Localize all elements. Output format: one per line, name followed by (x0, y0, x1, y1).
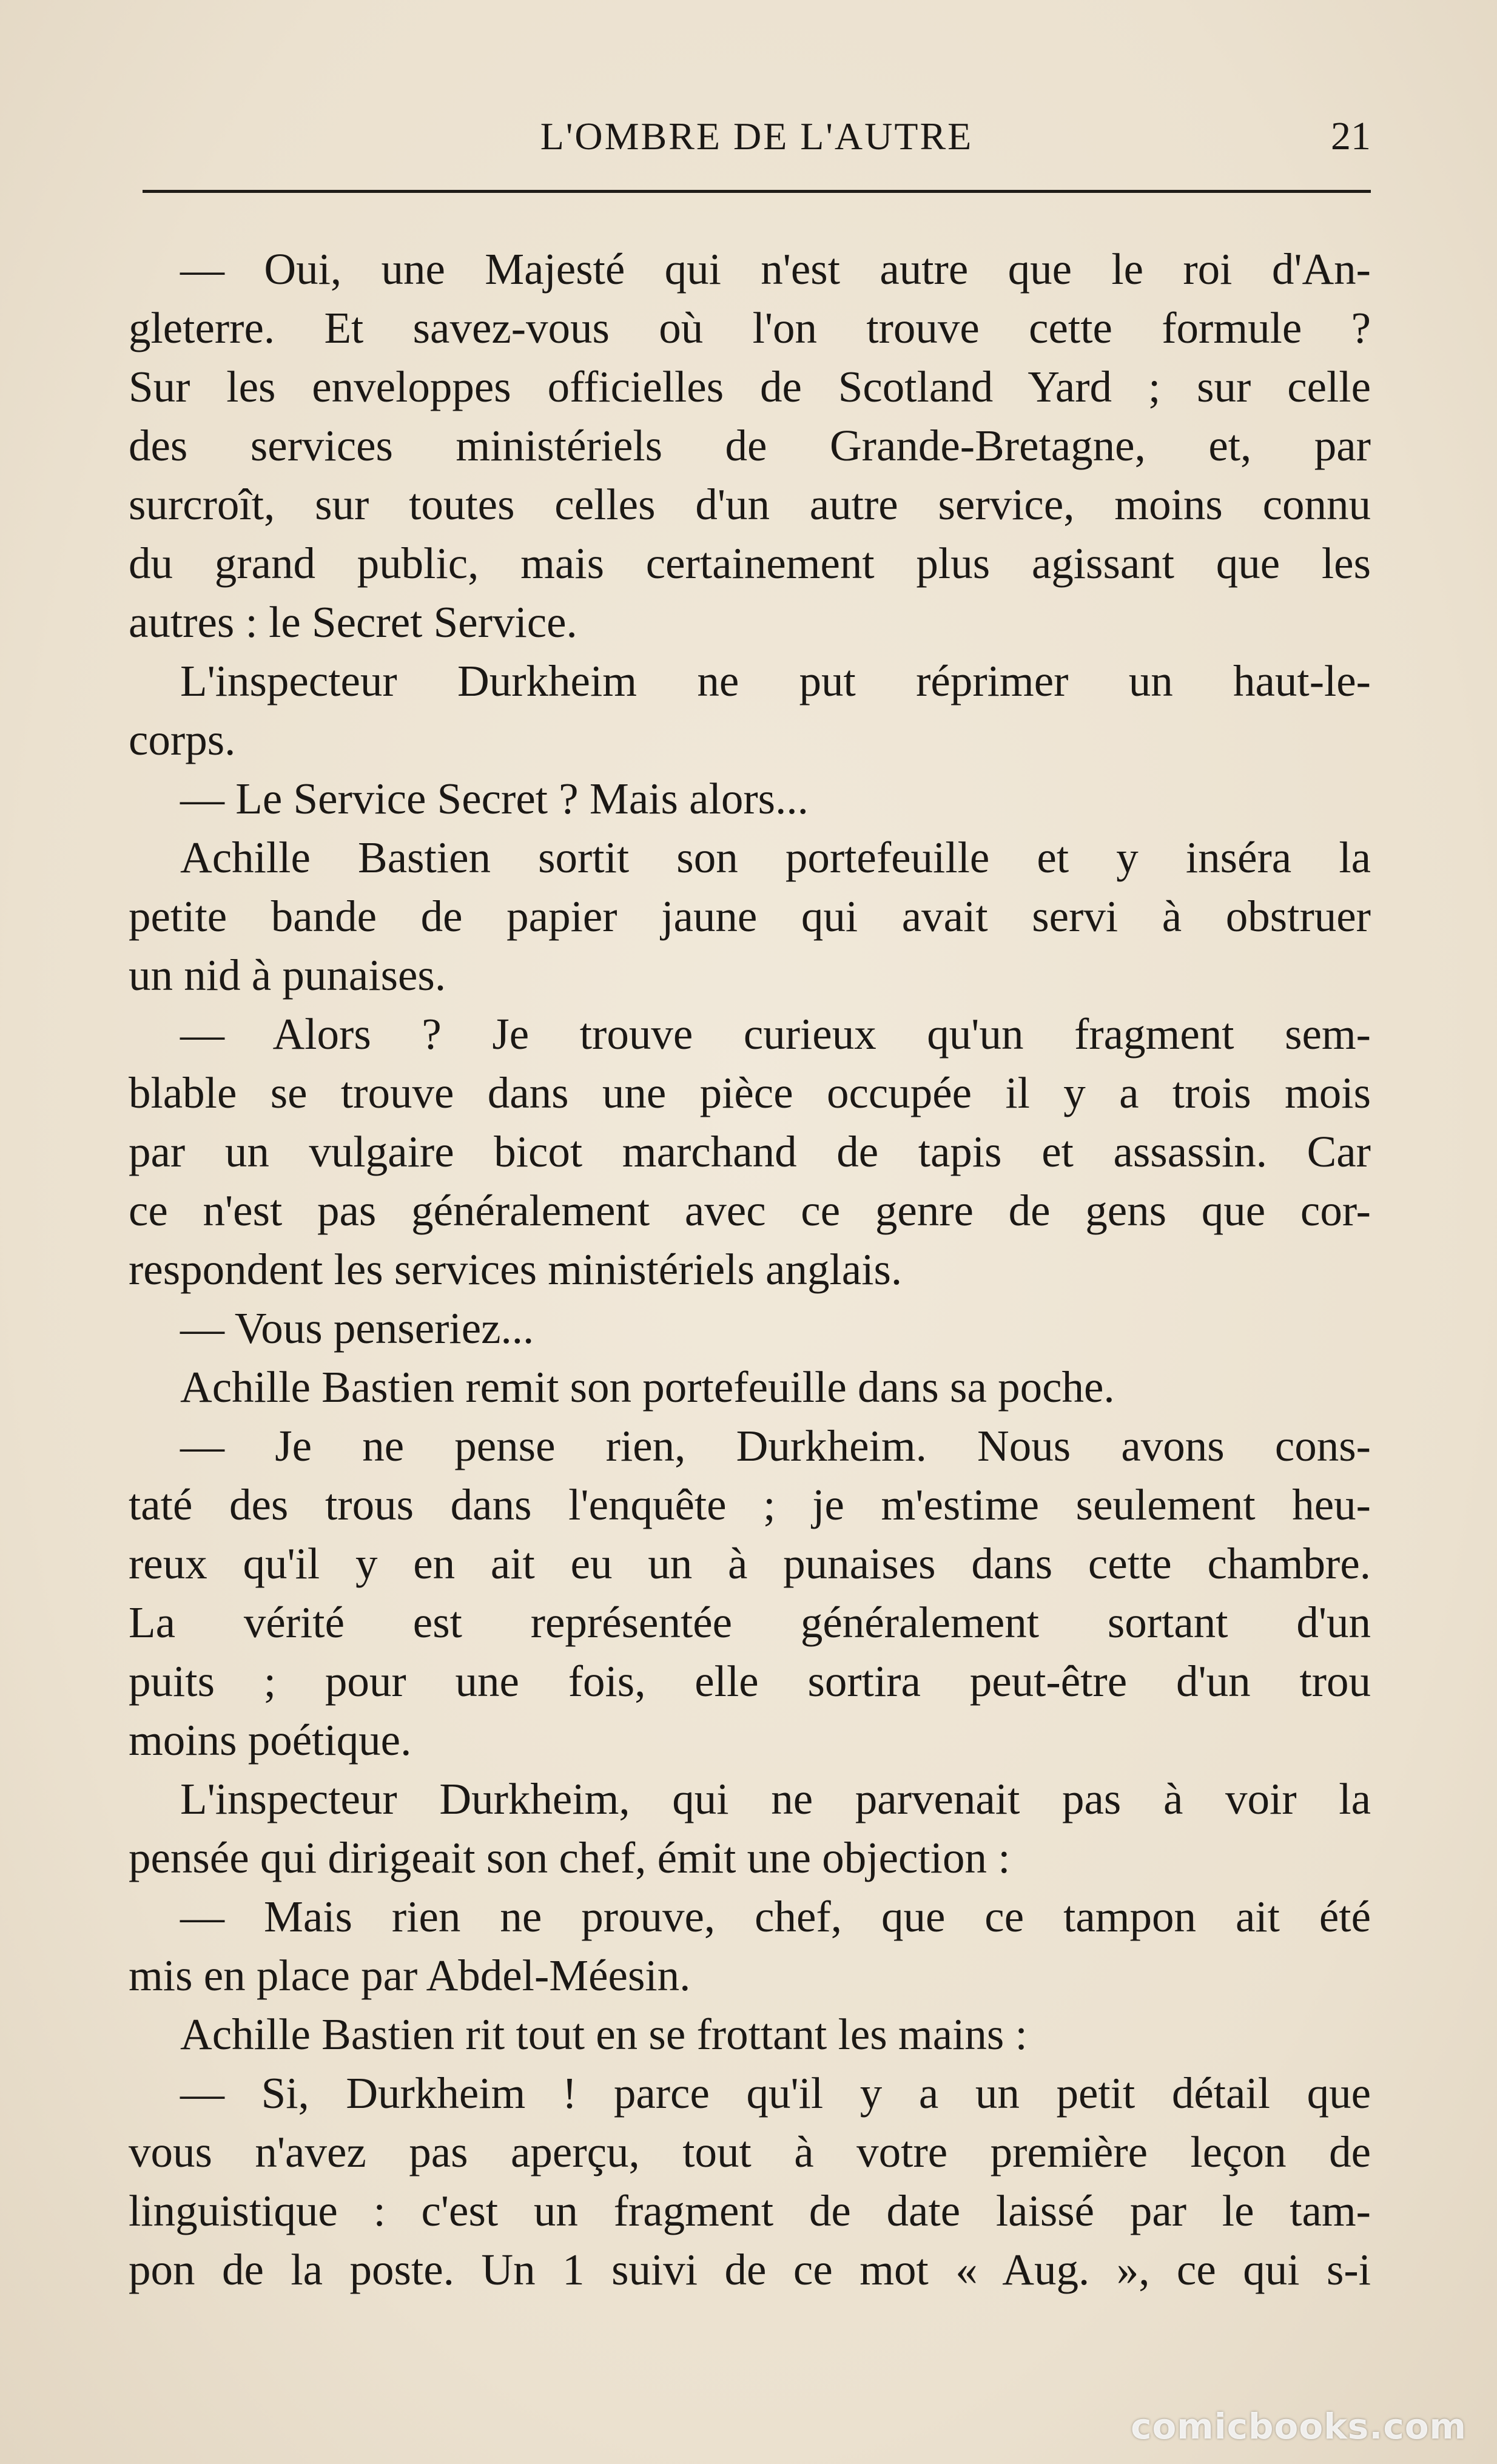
text-line: — Oui, une Majesté qui n'est autre que le roi d'An- (180, 244, 1371, 294)
text-line: La vérité est représentée généralement sortant d'un (129, 1598, 1371, 1647)
header-rule (143, 190, 1371, 193)
text-line: vous n'avez pas aperçu, tout à votre première leçon de (129, 2127, 1371, 2176)
text-line: mis en place par Abdel-Méesin. (129, 1951, 691, 2000)
text-line: respondent les services ministériels anglais. (129, 1245, 903, 1294)
text-line: Achille Bastien sortit son portefeuille et y inséra la (180, 833, 1371, 882)
text-line: gleterre. Et savez-vous où l'on trouve cette formule ? (129, 303, 1371, 352)
text-line: puits ; pour une fois, elle sortira peut-être d'un trou (129, 1657, 1371, 1706)
text-line: pon de la poste. Un 1 suivi de ce mot « Aug. », ce qui s-i (129, 2245, 1371, 2294)
text-line: — Je ne pense rien, Durkheim. Nous avons cons- (180, 1421, 1371, 1470)
text-line: — Le Service Secret ? Mais alors... (180, 774, 809, 823)
running-title: L'OMBRE DE L'AUTRE (540, 115, 974, 158)
text-line: Achille Bastien remit son portefeuille dans sa poche. (180, 1362, 1115, 1412)
text-line: reux qu'il y en ait eu un à punaises dans cette chambre. (129, 1539, 1371, 1588)
page-header (143, 109, 1371, 164)
text-line: — Vous penseriez... (180, 1304, 534, 1353)
text-line: taté des trous dans l'enquête ; je m'estime seulement heu- (129, 1480, 1371, 1529)
watermark: comicbooks.com (1131, 2406, 1467, 2447)
text-line: linguistique : c'est un fragment de date laissé par le tam- (129, 2186, 1371, 2235)
text-line: du grand public, mais certainement plus agissant que les (129, 539, 1371, 588)
text-line: Achille Bastien rit tout en se frottant les mains : (180, 2010, 1028, 2059)
text-line: surcroît, sur toutes celles d'un autre service, moins connu (129, 480, 1371, 529)
text-line: un nid à punaises. (129, 951, 446, 1000)
text-line: Sur les enveloppes officielles de Scotland Yard ; sur celle (129, 362, 1371, 411)
text-line: L'inspecteur Durkheim ne put réprimer un haut-le- (180, 656, 1371, 705)
text-line: corps. (129, 715, 236, 764)
text-line: ce n'est pas généralement avec ce genre de gens que cor- (129, 1186, 1371, 1235)
text-line: par un vulgaire bicot marchand de tapis et assassin. Car (129, 1127, 1371, 1176)
text-line: des services ministériels de Grande-Bretagne, et, par (129, 421, 1371, 470)
text-line: — Alors ? Je trouve curieux qu'un fragment sem- (180, 1009, 1371, 1059)
text-line: pensée qui dirigeait son chef, émit une objection : (129, 1833, 1011, 1882)
text-line: — Si, Durkheim ! parce qu'il y a un petit détail que (180, 2068, 1371, 2118)
text-line: petite bande de papier jaune qui avait servi à obstruer (129, 892, 1371, 941)
text-line: autres : le Secret Service. (129, 597, 577, 647)
text-line: — Mais rien ne prouve, chef, que ce tampon ait été (180, 1892, 1371, 1941)
body-text (129, 240, 1371, 2299)
text-line: blable se trouve dans une pièce occupée il y a trois mois (129, 1068, 1371, 1117)
text-line: moins poétique. (129, 1715, 412, 1765)
text-line: L'inspecteur Durkheim, qui ne parvenait pas à voir la (180, 1774, 1371, 1823)
page-number: 21 (1331, 114, 1371, 158)
